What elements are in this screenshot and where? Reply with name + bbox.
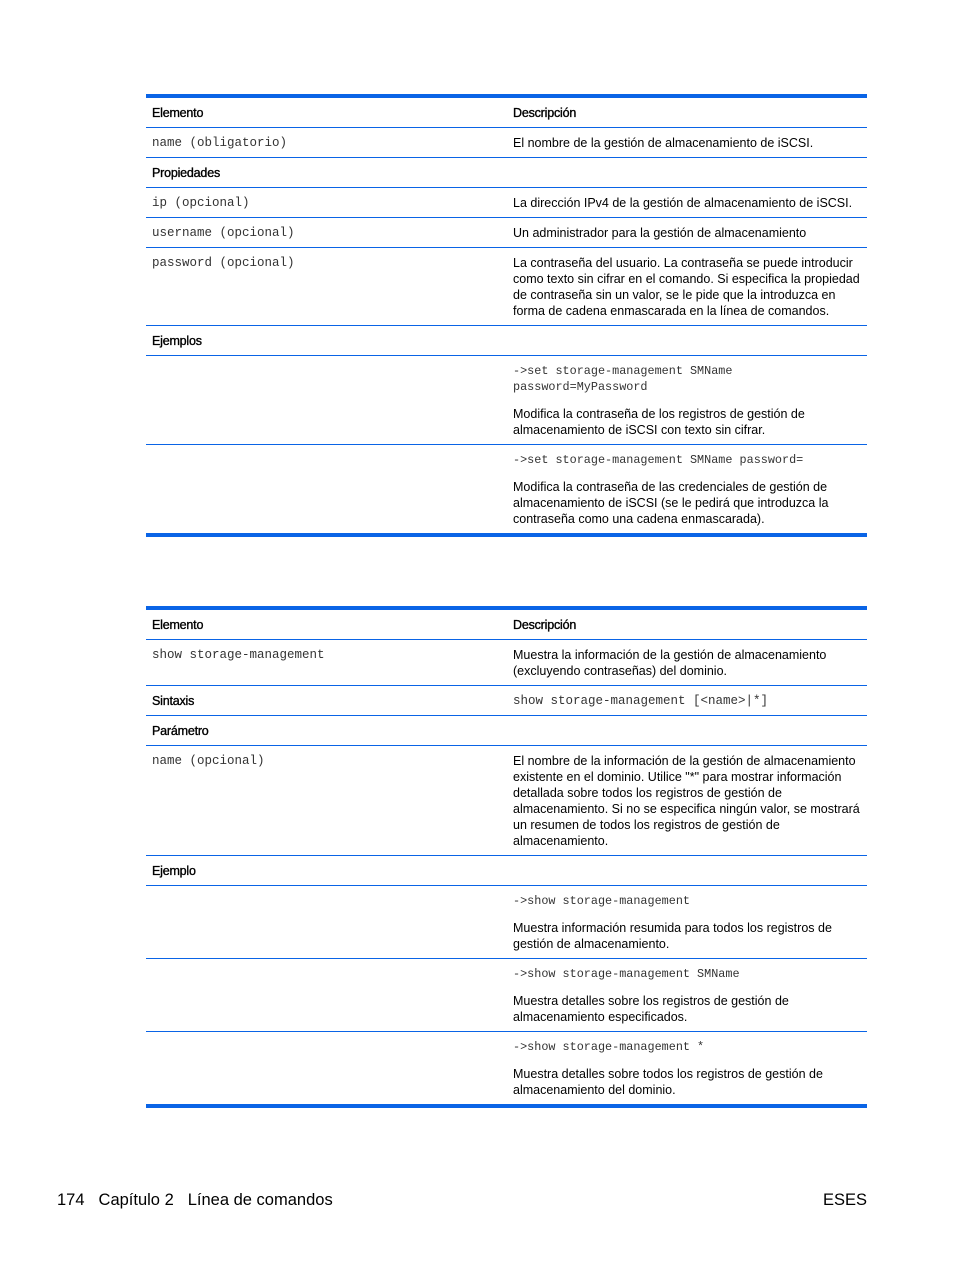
example-row [146,445,867,536]
page-footer [57,1191,333,1210]
example-cell [507,959,867,1032]
chapter-label: Capítulo 2 [98,1191,174,1209]
item-description: El nombre de la gestión de almacenamiento de iSCSI. [513,136,814,150]
example-row [146,959,867,1032]
syntax-command: show storage-management [<name>|*] [507,686,867,716]
table-header-row [146,608,867,640]
empty-cell [507,326,867,356]
section-title-syntax: Sintaxis [146,686,507,716]
empty-cell [507,158,867,188]
example-description: Modifica la contraseña de las credenciales de gestión de almacenamiento de iSCSI (se le pedirá que introduzca la contraseña como una cadena enmascarada). [513,480,829,526]
item-description: Muestra la información de la gestión de almacenamiento (excluyendo contraseñas) del dominio. [513,648,827,678]
empty-cell [146,445,507,536]
section-title-properties: Propiedades [146,158,507,188]
item-name: username (opcional) [146,218,507,248]
table-row [146,188,867,218]
empty-cell [146,356,507,445]
example-description: Muestra detalles sobre todos los registros de gestión de almacenamiento del dominio. [513,1067,823,1097]
example-row [146,356,867,445]
table-row [146,218,867,248]
locale-label: ESES [822,1191,867,1209]
example-command: ->set storage-management SMName password= [513,453,804,467]
section-row [146,158,867,188]
example-description: Modifica la contraseña de los registros de gestión de almacenamiento de iSCSI con texto sin cifrar. [513,407,805,437]
table-header-row [146,96,867,128]
table-row [146,128,867,158]
example-command: ->set storage-management SMName password=MyPassword [513,364,733,394]
chapter-title: Línea de comandos [187,1191,333,1209]
empty-cell [507,716,867,746]
item-description: La contraseña del usuario. La contraseña se puede introducir como texto sin cifrar en el comando. Si especifica la propiedad de contraseña sin un valor, se le pide que la introduzca en forma de cadena enmascarada en la línea de comandos. [507,248,867,326]
storage-management-set-table [146,94,867,537]
example-command: ->show storage-management [513,894,690,908]
example-description: Muestra información resumida para todos los registros de gestión de almacenamiento. [513,921,832,951]
example-cell [507,1032,867,1107]
empty-cell [507,856,867,886]
example-cell [507,445,867,536]
table-row [146,248,867,326]
section-row [146,716,867,746]
header-description: Descripción [507,96,867,128]
section-row [146,856,867,886]
item-name: password (opcional) [146,248,507,326]
example-command: ->show storage-management * [513,1040,705,1054]
empty-cell [146,886,507,959]
section-title-parameter: Parámetro [146,716,507,746]
item-description: El nombre de la información de la gestión de almacenamiento existente en el dominio. Utilice "*" para mostrar información detallada sobre todos los registros de gestión de almacenamiento. Si no se especifica ningún valor, se mostrará un resumen de todos los registros de gestión de almacenamiento. [507,746,867,856]
empty-cell [146,959,507,1032]
item-name: name (opcional) [146,746,507,856]
header-description: Descripción [507,608,867,640]
item-name: ip (opcional) [146,188,507,218]
item-name: show storage-management [152,648,325,662]
section-title-example: Ejemplo [146,856,507,886]
example-cell [507,356,867,445]
section-row [146,326,867,356]
item-description: La dirección IPv4 de la gestión de almacenamiento de iSCSI. [507,188,867,218]
example-row [146,886,867,959]
item-description: Un administrador para la gestión de almacenamiento [507,218,867,248]
item-name: name (obligatorio) [152,136,288,150]
table-row [146,686,867,716]
table-row [146,640,867,686]
empty-cell [146,1032,507,1107]
header-element: Elemento [146,96,507,128]
table-row [146,746,867,856]
header-element: Elemento [146,608,507,640]
example-cell [507,886,867,959]
example-row [146,1032,867,1107]
example-description: Muestra detalles sobre los registros de gestión de almacenamiento especificados. [513,994,789,1024]
page-number: 174 [57,1191,85,1209]
storage-management-show-table [146,606,867,1108]
example-command: ->show storage-management SMName [513,967,740,981]
section-title-examples: Ejemplos [146,326,507,356]
